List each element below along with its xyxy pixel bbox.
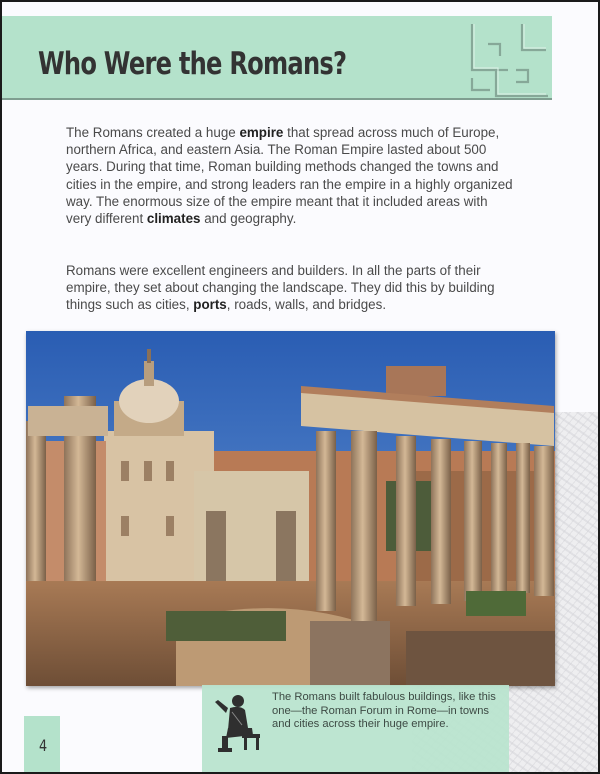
text-segment: that spread across much of Europe, northern Africa, and eastern Asia. The Roman Empire lasted about 500 years. During that time, Roman building methods changed the towns and cities in the empire, and strong leaders ran the empire in a highly organized way. The enormous size of the empire meant that it included areas with very different <box>66 125 513 227</box>
photo-caption: The Romans built fabulous buildings, like this one—the Roman Forum in Rome—in towns and cities across their huge empire. <box>272 691 496 731</box>
glossary-term-climates: climates <box>146 211 201 227</box>
page-title: Who Were the Romans? <box>38 46 347 82</box>
title-banner <box>2 16 552 100</box>
glossary-term-ports: ports <box>193 297 227 313</box>
roman-forum-photo <box>26 331 555 686</box>
intro-paragraph <box>66 124 516 227</box>
book-page <box>2 2 598 772</box>
text-segment: Romans were excellent engineers and builders. In all the parts of their empire, they set about changing the landscape. They did this by building things such as cities, <box>66 263 495 313</box>
page-number: 4 <box>39 736 48 755</box>
greek-key-meander-icon <box>466 22 550 98</box>
text-segment: and geography. <box>200 211 297 227</box>
text-segment: , roads, walls, and bridges. <box>226 297 387 313</box>
builders-paragraph <box>66 262 516 314</box>
glossary-term-empire: empire <box>239 125 284 140</box>
text-segment: The Romans created a huge <box>66 125 240 140</box>
roman-forum-illustration <box>26 331 555 686</box>
seated-roman-figure-icon <box>212 692 264 754</box>
